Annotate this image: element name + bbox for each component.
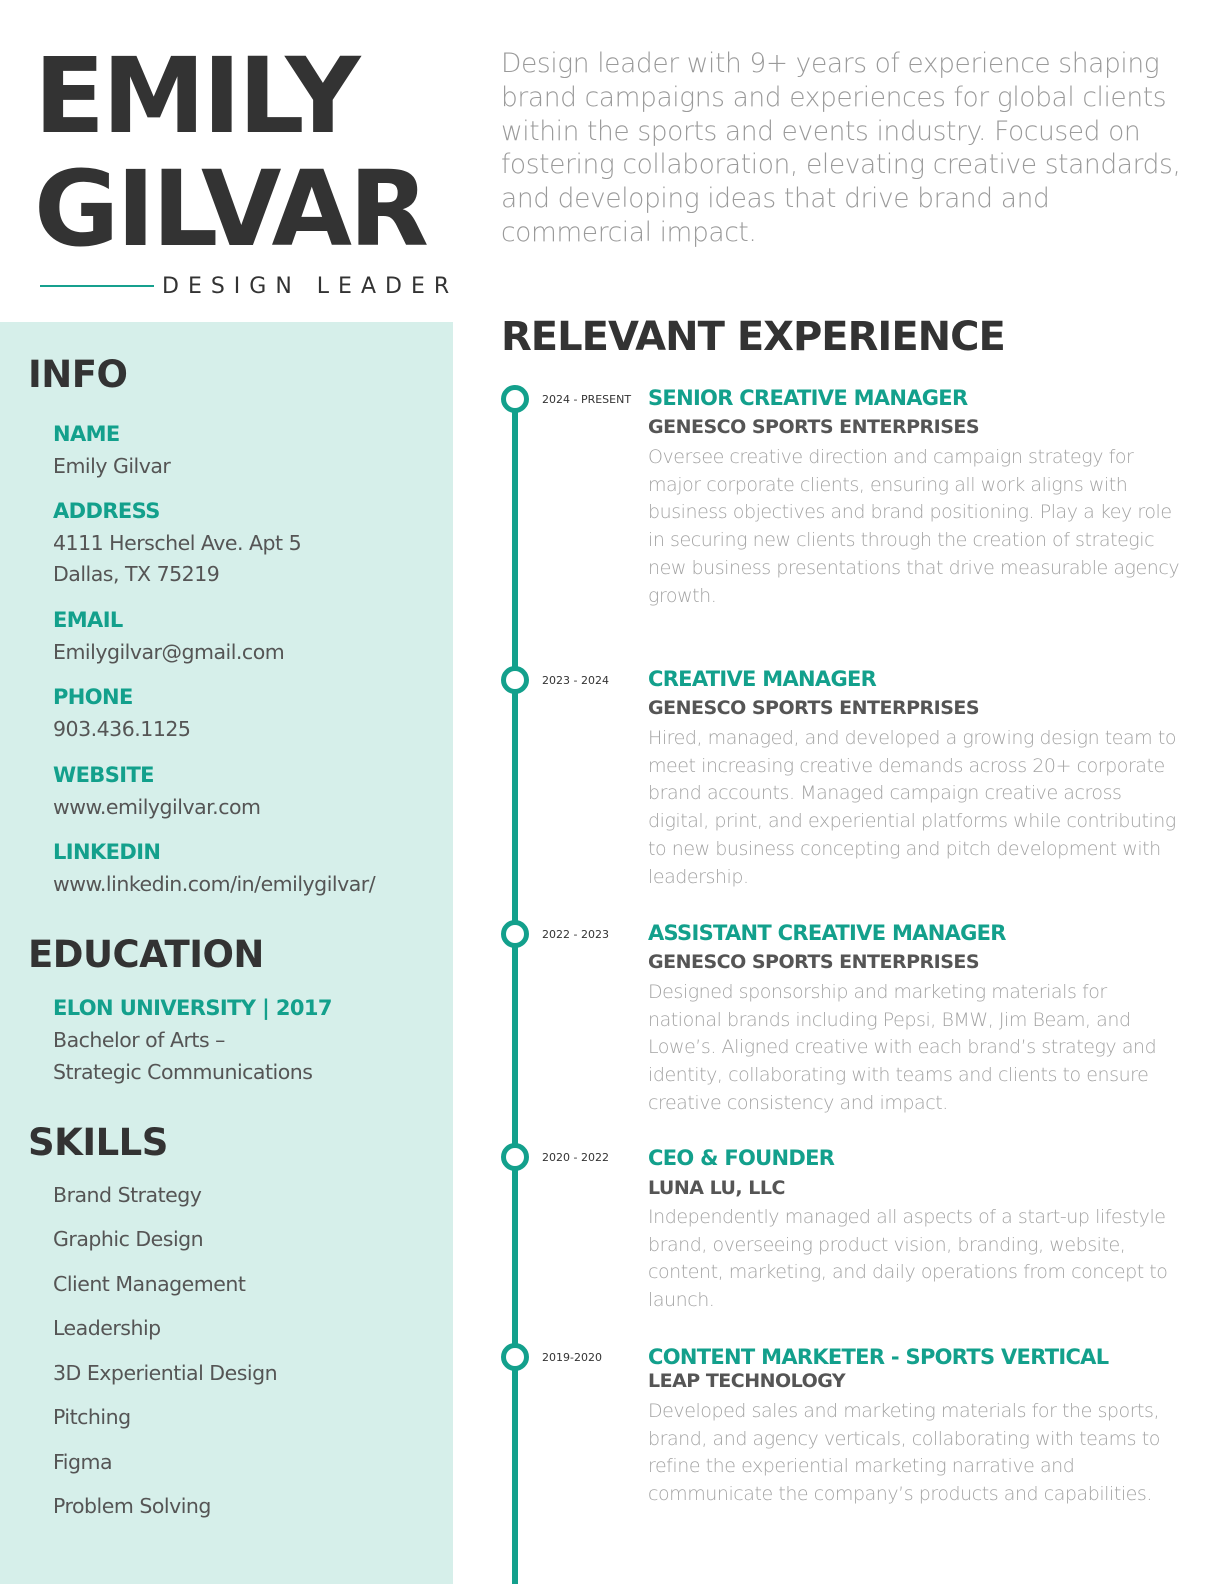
job-description: Developed sales and marketing materials for the sports, brand, and agency verticals, collaborating with teams to refine the experiential marketing narrative and communicate the company’s products and capabilities. (648, 1400, 1160, 1506)
job-title: SENIOR CREATIVE MANAGER (648, 386, 968, 410)
first-name: EMILY (34, 35, 358, 157)
job-description: Designed sponsorship and marketing materials for national brands including Pepsi, BMW, Jim Beam, and Lowe’s. Aligned creative with each brand’s strategy and identity, collaborating with teams and clients to ensure creative consistency and impact. (648, 981, 1157, 1114)
profile-summary: Design leader with 9+ years of experience shaping brand campaigns and experiences for global clients within the sports and events industry. Focused on fostering collaboration, elevating creative standards, and developing ideas that drive brand and commercial impact. (501, 48, 1181, 248)
education-heading: EDUCATION (28, 933, 264, 976)
title-divider (40, 285, 154, 287)
degree-line-2: Strategic Communications (53, 1060, 313, 1084)
address-line-2: Dallas, TX 75219 (53, 562, 220, 586)
linkedin-label: LINKEDIN (53, 840, 161, 864)
timeline-dot (501, 1343, 529, 1371)
skill-item: Problem Solving (53, 1494, 211, 1518)
skill-item: Client Management (53, 1272, 246, 1296)
job-company: LUNA LU, LLC (648, 1177, 785, 1199)
timeline-dot (501, 666, 529, 694)
last-name: GILVAR (34, 148, 427, 270)
skill-item: Figma (53, 1450, 113, 1474)
job-title: CREATIVE MANAGER (648, 667, 877, 691)
job-date: 2022 - 2023 (542, 928, 609, 941)
skill-item: Leadership (53, 1316, 161, 1340)
job-date: 2024 - PRESENT (542, 393, 632, 406)
job-title-row (40, 274, 459, 300)
phone-value: 903.436.1125 (53, 717, 191, 741)
job-date: 2019-2020 (542, 1351, 602, 1364)
timeline-line (512, 398, 518, 1584)
website-label: WEBSITE (53, 763, 154, 787)
degree-line-1: Bachelor of Arts – (53, 1028, 225, 1052)
job-description: Independently managed all aspects of a start-up lifestyle brand, overseeing product vision, branding, website, content, marketing, and daily operations from concept to launch. (648, 1206, 1168, 1312)
job-company: GENESCO SPORTS ENTERPRISES (648, 697, 980, 719)
job-title: ASSISTANT CREATIVE MANAGER (648, 921, 1006, 945)
job-company: LEAP TECHNOLOGY (648, 1370, 846, 1392)
address-label: ADDRESS (53, 499, 160, 523)
email-label: EMAIL (53, 608, 123, 632)
education-school: ELON UNIVERSITY | 2017 (53, 996, 332, 1020)
skill-item: Pitching (53, 1405, 131, 1429)
timeline-dot (501, 385, 529, 413)
skills-heading: SKILLS (28, 1121, 168, 1164)
experience-heading: RELEVANT EXPERIENCE (501, 314, 1005, 360)
info-heading: INFO (28, 353, 128, 396)
job-description: Hired, managed, and developed a growing design team to meet increasing creative demands across 20+ corporate brand accounts. Managed campaign creative across digital, print, and experiential platforms while contributing to new business concepting and pitch development with leadership. (648, 727, 1176, 888)
job-date: 2020 - 2022 (542, 1151, 609, 1164)
address-line-1: 4111 Herschel Ave. Apt 5 (53, 531, 302, 555)
timeline-dot (501, 1143, 529, 1171)
name-value: Emily Gilvar (53, 454, 171, 478)
linkedin-link[interactable]: www.linkedin.com/in/emilygilvar/ (53, 872, 376, 896)
website-link[interactable]: www.emilygilvar.com (53, 795, 261, 819)
job-description: Oversee creative direction and campaign strategy for major corporate clients, ensuring all work aligns with business objectives and brand positioning. Play a key role in securing new clients through the creation of strategic new business presentations that drive measurable agency growth. (648, 446, 1180, 607)
timeline-dot (501, 920, 529, 948)
phone-label: PHONE (53, 685, 133, 709)
job-date: 2023 - 2024 (542, 674, 609, 687)
job-title: CEO & FOUNDER (648, 1146, 835, 1170)
skill-item: Graphic Design (53, 1227, 204, 1251)
job-title: CONTENT MARKETER - SPORTS VERTICAL (648, 1345, 1109, 1369)
job-company: GENESCO SPORTS ENTERPRISES (648, 416, 980, 438)
resume-name (34, 35, 464, 270)
professional-title: DESIGN LEADER (162, 274, 459, 299)
job-company: GENESCO SPORTS ENTERPRISES (648, 951, 980, 973)
skill-item: 3D Experiential Design (53, 1361, 278, 1385)
email-value[interactable]: Emilygilvar@gmail.com (53, 640, 285, 664)
name-label: NAME (53, 422, 120, 446)
skill-item: Brand Strategy (53, 1183, 202, 1207)
